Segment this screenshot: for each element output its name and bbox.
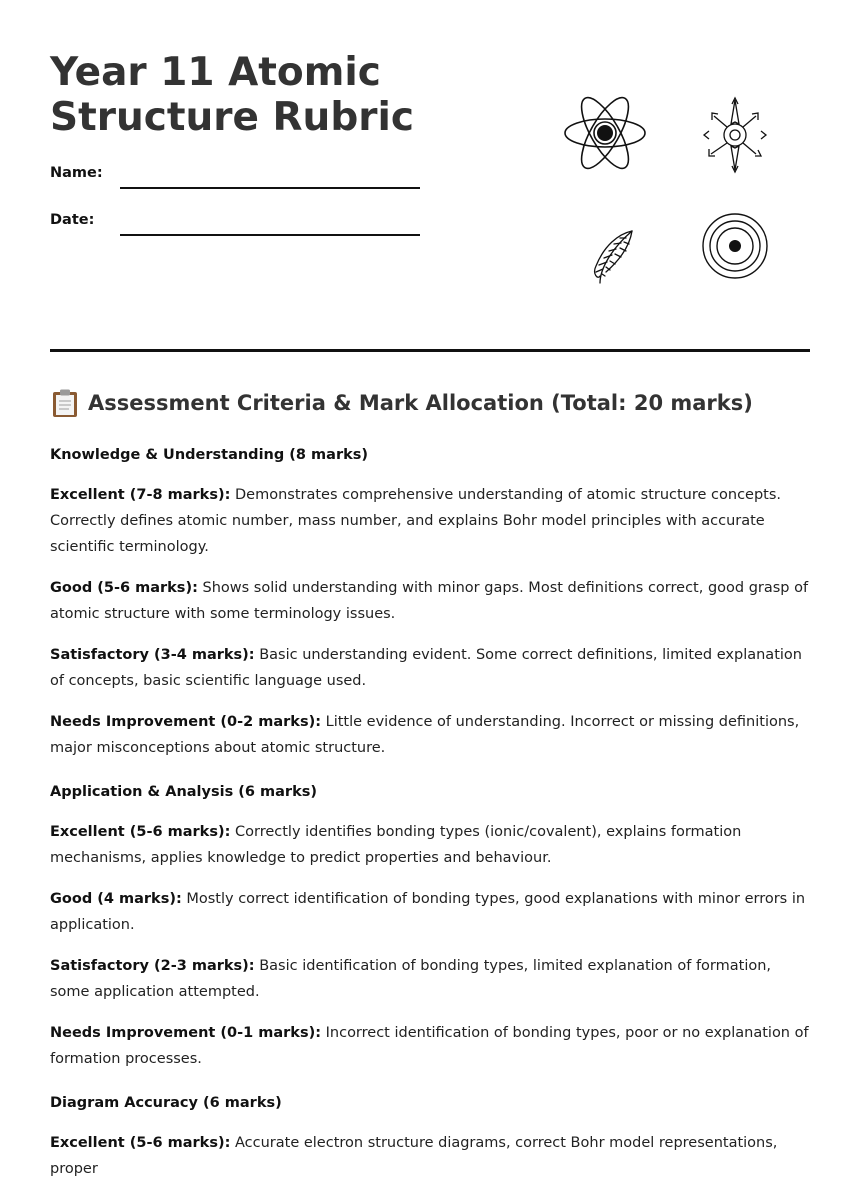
level-label: Good (5-6 marks):: [50, 580, 198, 596]
date-field[interactable]: [120, 234, 420, 236]
level-row: [50, 575, 810, 627]
clipboard-icon: [50, 388, 80, 418]
level-row: [50, 1130, 810, 1182]
level-label: Needs Improvement (0-2 marks):: [50, 714, 322, 730]
level-row: [50, 819, 810, 871]
level-label: Excellent (7-8 marks):: [50, 487, 231, 503]
concentric-circles-icon: [701, 212, 769, 280]
compass-rose-icon: [700, 96, 770, 174]
atom-icon: [563, 91, 647, 175]
criterion-heading: Diagram Accuracy (6 marks): [50, 1095, 282, 1111]
title-line-1: Year 11 Atomic: [50, 50, 381, 95]
level-label: Excellent (5-6 marks):: [50, 1135, 231, 1151]
level-row: [50, 642, 810, 694]
level-label: Satisfactory (2-3 marks):: [50, 958, 255, 974]
level-label: Good (4 marks):: [50, 891, 182, 907]
name-field[interactable]: [120, 187, 420, 189]
criterion-heading: Knowledge & Understanding (8 marks): [50, 447, 368, 463]
criteria-list: [50, 442, 810, 1197]
title-line-2: Structure Rubric: [50, 95, 414, 140]
level-description: Accurate electron structure diagrams, correct Bohr model representations, proper: [50, 1135, 778, 1177]
fern-leaf-icon: [580, 226, 638, 286]
level-description: Demonstrates comprehensive understanding of atomic structure concepts. Correctly defines atomic number, mass number, and explains Bohr model principles with accurate scientific terminology.: [50, 487, 782, 555]
level-row: [50, 709, 810, 761]
criterion-heading: Application & Analysis (6 marks): [50, 784, 317, 800]
level-description: Basic understanding evident. Some correct definitions, limited explanation of concepts, basic scientific language used.: [50, 647, 802, 689]
level-description: Basic identification of bonding types, limited explanation of formation, some application attempted.: [50, 958, 772, 1000]
name-label: Name:: [50, 165, 103, 181]
criterion-knowledge: [50, 442, 810, 761]
section-heading: [50, 388, 753, 418]
section-divider: [50, 349, 810, 352]
criterion-diagram: [50, 1090, 810, 1182]
section-heading-text: Assessment Criteria & Mark Allocation (Total: 20 marks): [88, 391, 753, 415]
level-label: Excellent (5-6 marks):: [50, 824, 231, 840]
level-description: Shows solid understanding with minor gaps. Most definitions correct, good grasp of atomic structure with some terminology issues.: [50, 580, 809, 622]
level-label: Needs Improvement (0-1 marks):: [50, 1025, 322, 1041]
page-title: [50, 50, 430, 140]
date-label: Date:: [50, 212, 95, 228]
level-label: Satisfactory (3-4 marks):: [50, 647, 255, 663]
level-row: [50, 482, 810, 560]
criterion-application: [50, 779, 810, 1072]
level-row: [50, 1020, 810, 1072]
level-description: Incorrect identification of bonding types, poor or no explanation of formation processes.: [50, 1025, 809, 1067]
level-row: [50, 886, 810, 938]
level-description: Correctly identifies bonding types (ionic/covalent), explains formation mechanisms, applies knowledge to predict properties and behaviour.: [50, 824, 742, 866]
level-row: [50, 953, 810, 1005]
level-description: Little evidence of understanding. Incorrect or missing definitions, major misconceptions about atomic structure.: [50, 714, 800, 756]
level-description: Mostly correct identification of bonding types, good explanations with minor errors in application.: [50, 891, 806, 933]
